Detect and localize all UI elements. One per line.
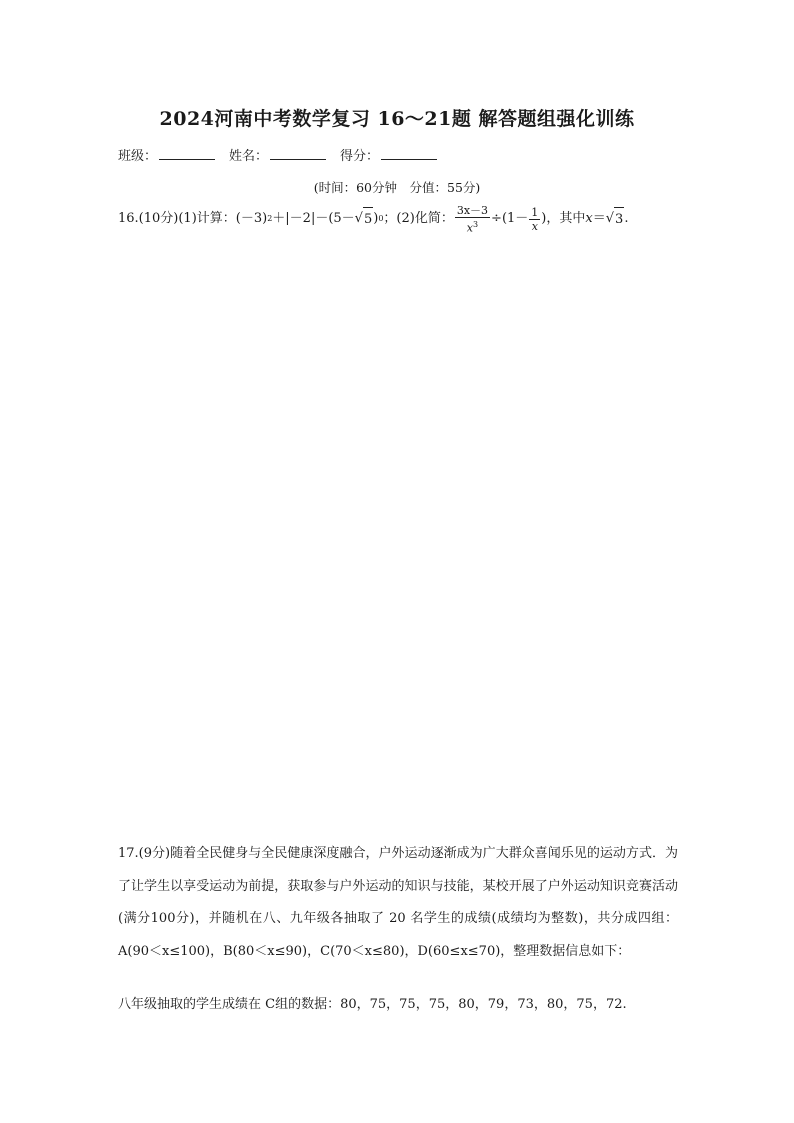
sqrt-symbol-2: √: [605, 211, 615, 227]
q16-suffix: )，其中: [541, 211, 586, 227]
name-field: [229, 145, 326, 164]
fraction-1: [455, 204, 490, 235]
question-17: 17.(9分)随着全民健身与全民健康深度融合，户外运动逐渐成为广大群众喜闻乐见的运动方式．为了让学生以享受运动为前提，获取参与户外运动的知识与技能，某校开展了户外运动知识竞赛活动(满分100分)，并随机在八、九年级各抽取了 20 名学生的成绩(成绩均为整数)，共分成四组：A(90＜x≤100)，B(80＜x≤90)，C(70＜x≤80)，D(60≤x≤70)，整理数据信息如下：: [118, 846, 678, 959]
class-field: [118, 145, 215, 164]
question-16: [118, 204, 628, 235]
time-score-note: (时间：60分钟 分值：55分): [313, 180, 481, 195]
q16-close: ): [373, 211, 379, 227]
fraction-1-denominator: $x^3$: [466, 220, 479, 235]
q16-sqrt5: 5: [363, 207, 373, 232]
score-field: [340, 145, 437, 164]
question-17-data-line: 八年级抽取的学生成绩在 C组的数据：80，75，75，75，80，79，73，80，75，72.: [118, 997, 627, 1012]
name-label: 姓名：: [229, 149, 269, 164]
q16-prefix: 16.(10分)(1)计算：(－3): [118, 211, 268, 227]
sqrt-symbol: √: [354, 211, 363, 227]
q16-eq: ＝: [592, 211, 606, 227]
fraction-2-denominator: x: [531, 219, 538, 233]
class-blank: [159, 147, 215, 160]
student-info-row: [118, 145, 451, 164]
fraction-1-numerator: 3x－3: [456, 204, 489, 217]
document-title: 2024河南中考数学复习 16～21题 解答题组强化训练: [159, 108, 635, 130]
q16-end: .: [624, 211, 629, 227]
score-label: 得分：: [340, 149, 380, 164]
q16-exp0: 0: [378, 214, 384, 224]
q16-mid1: ＋|－2|－(5－: [272, 211, 355, 227]
score-blank: [381, 147, 437, 160]
q16-var: x: [585, 211, 593, 227]
class-label: 班级：: [118, 149, 158, 164]
name-blank: [270, 147, 326, 160]
q16-exp2: 2: [267, 214, 273, 224]
fraction-2: [529, 206, 540, 233]
q16-part2: ；(2)化简：: [383, 211, 454, 227]
fraction-2-numerator: 1: [531, 205, 539, 219]
q16-sqrt3: 3: [614, 207, 624, 232]
q16-div: ÷(1－: [491, 211, 529, 227]
